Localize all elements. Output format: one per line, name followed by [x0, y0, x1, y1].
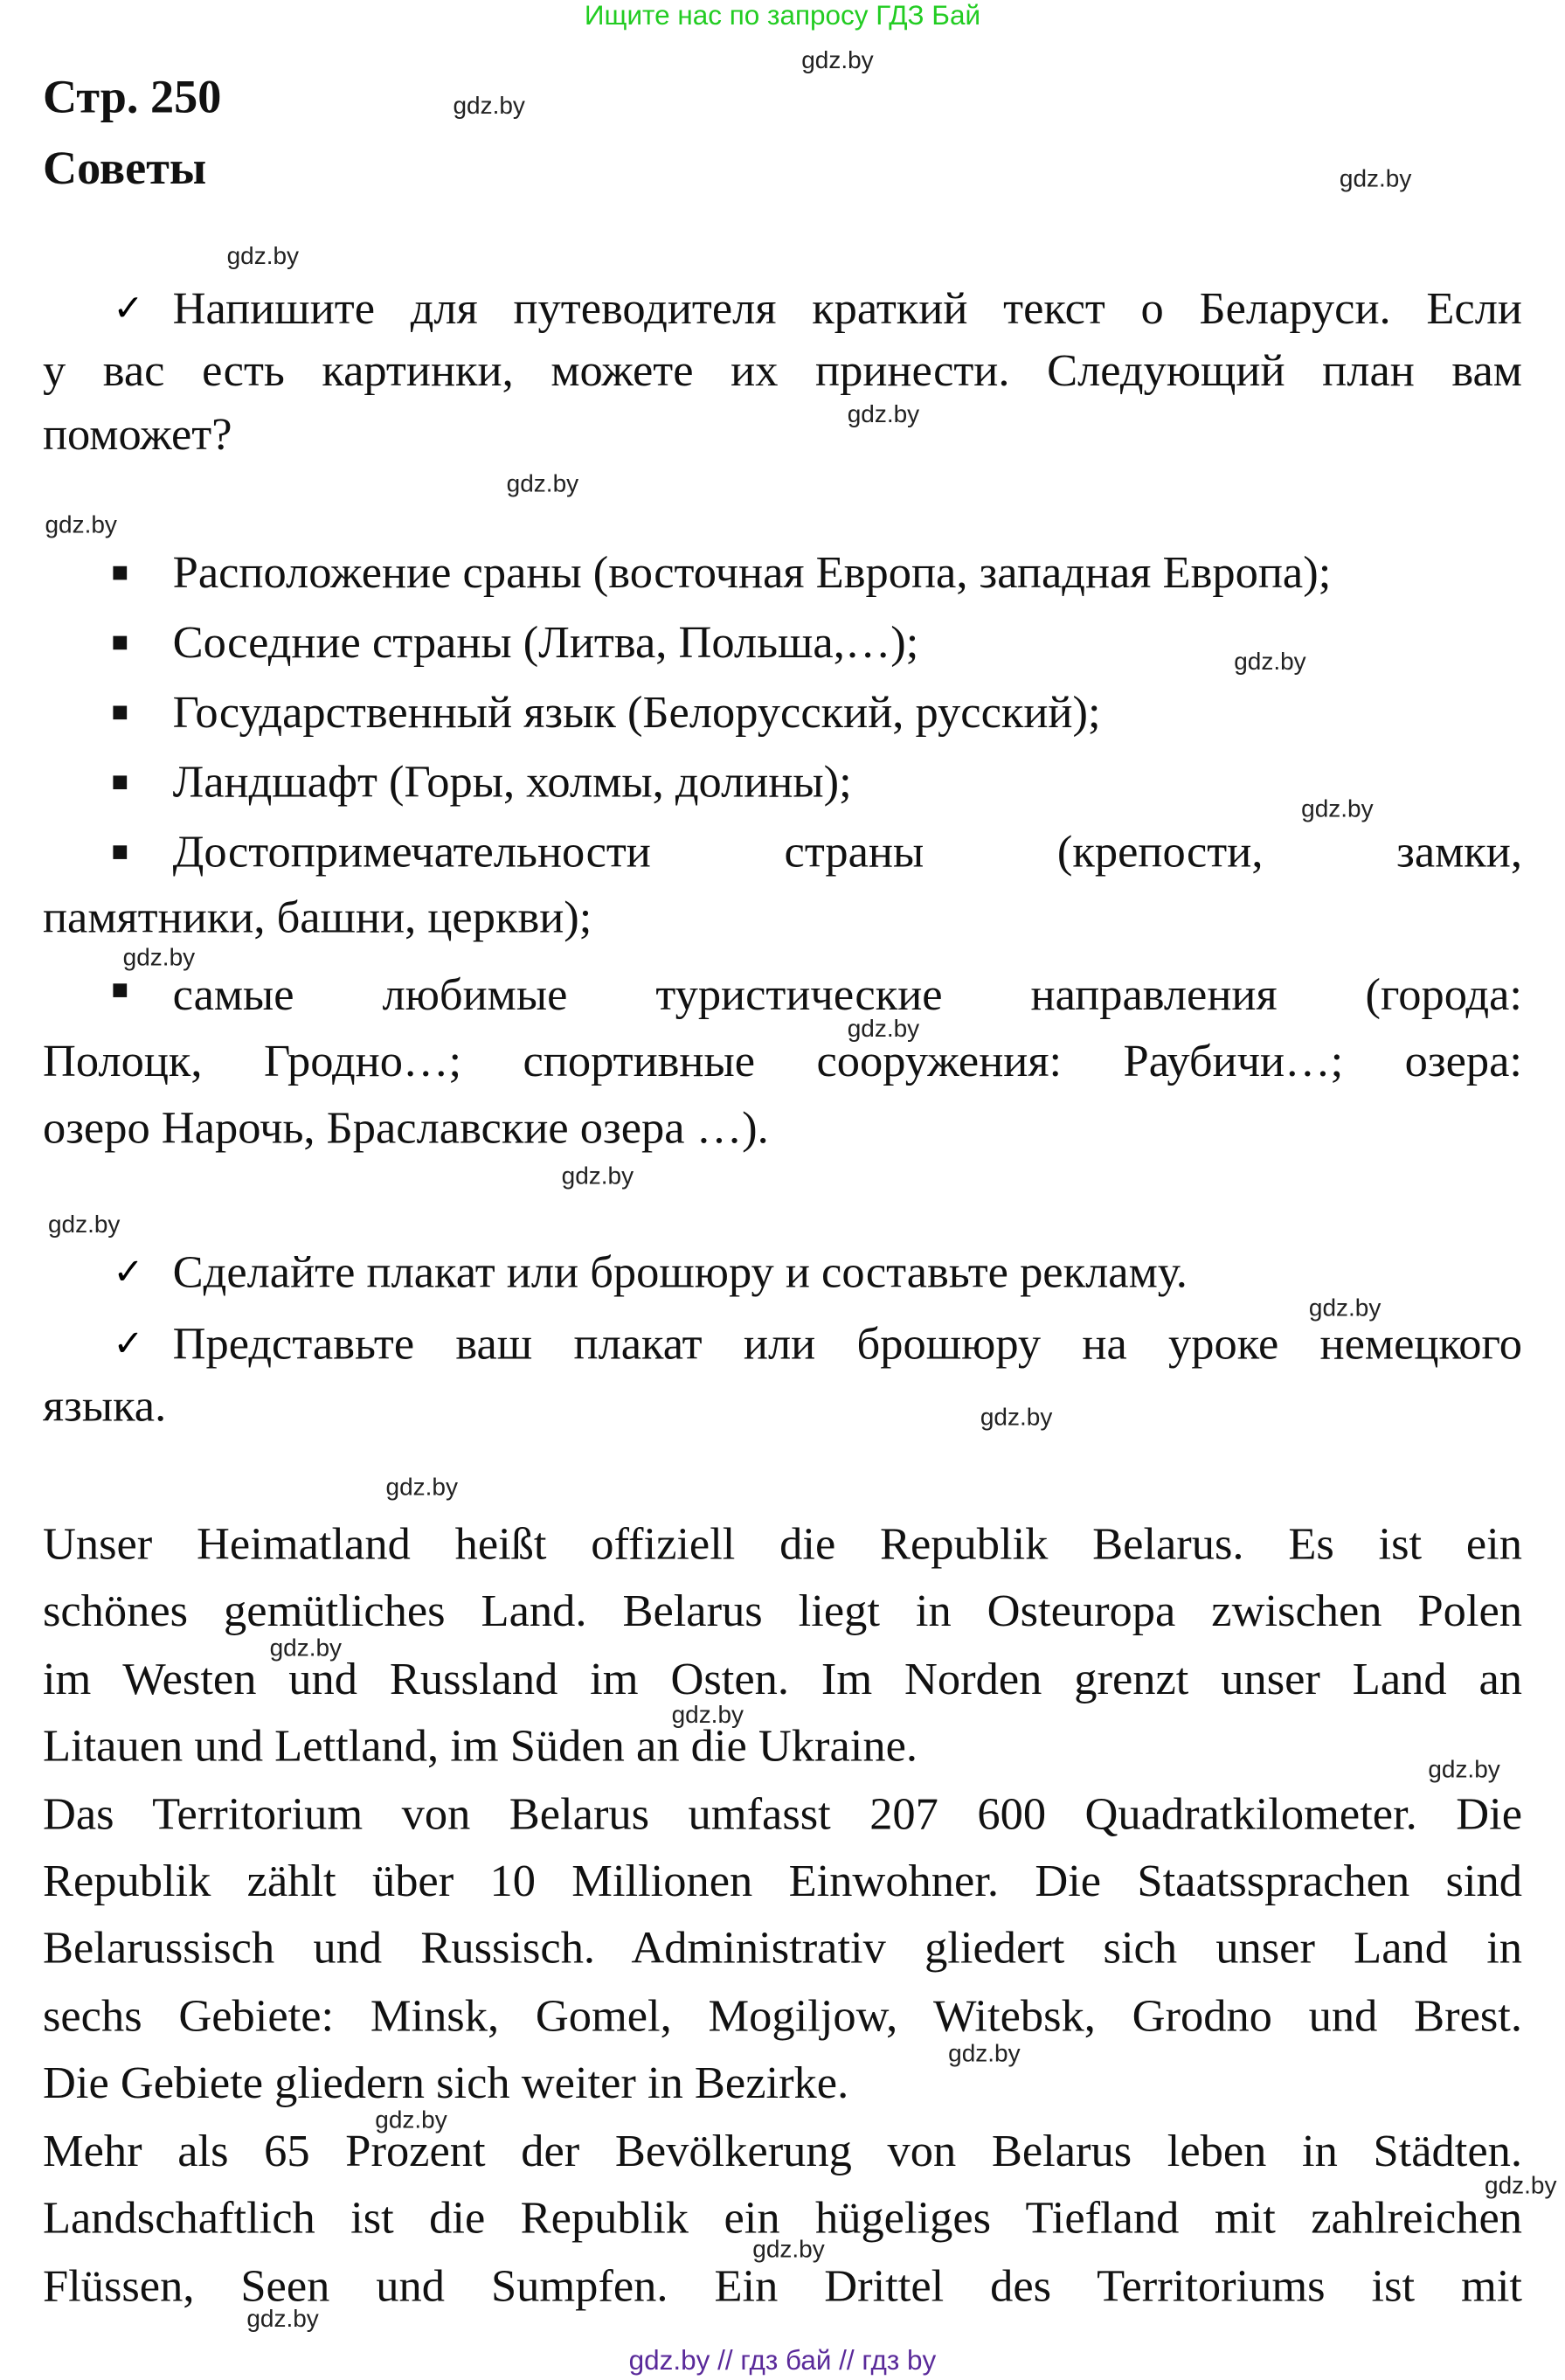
- watermark: gdz.by: [45, 512, 117, 539]
- german-line: Das Territorium von Belarus umfasst 207 600 Quadratkilometer. Die: [42, 1789, 1523, 1840]
- watermark: gdz.by: [980, 1405, 1053, 1432]
- german-line: im Westen und Russland im Osten. Im Norden grenzt unser Land an: [42, 1654, 1523, 1705]
- watermark: gdz.by: [801, 48, 874, 75]
- german-line: Mehr als 65 Prozent der Bevölkerung von Belarus leben in Städten.: [42, 2126, 1523, 2177]
- watermark: gdz.by: [561, 1163, 634, 1190]
- watermark: gdz.by: [47, 1212, 121, 1239]
- section-title: Советы: [42, 141, 207, 195]
- bullet-icon: [113, 775, 127, 789]
- footer-links[interactable]: gdz.by // гдз бай // гдз by: [628, 2345, 937, 2376]
- german-line: Die Gebiete gliedern sich weiter in Bezirke.: [42, 2057, 849, 2109]
- watermark: gdz.by: [948, 2041, 1021, 2068]
- german-line: Landschaftlich ist die Republik ein hügeliges Tiefland mit zahlreichen: [42, 2193, 1523, 2244]
- watermark: gdz.by: [671, 1703, 744, 1729]
- watermark: gdz.by: [1485, 2173, 1557, 2200]
- watermark: gdz.by: [847, 1017, 920, 1044]
- plan-item-cont: Полоцк, Гродно…; спортивные сооружения: Раубичи…; озера:: [42, 1037, 1523, 1087]
- watermark: gdz.by: [506, 472, 579, 498]
- watermark: gdz.by: [269, 1636, 343, 1662]
- german-line: sechs Gebiete: Minsk, Gomel, Mogiljow, Witebsk, Grodno und Brest.: [42, 1991, 1523, 2042]
- watermark: gdz.by: [752, 2237, 825, 2264]
- bullet-icon: [113, 983, 127, 997]
- watermark: gdz.by: [1234, 649, 1306, 676]
- tip-2: Сделайте плакат или брошюру и составьте рекламу.: [172, 1247, 1188, 1298]
- watermark: gdz.by: [453, 94, 525, 121]
- watermark: gdz.by: [385, 1474, 458, 1502]
- check-icon: ✓: [113, 1322, 144, 1365]
- watermark: gdz.by: [375, 2108, 447, 2134]
- plan-item: Государственный язык (Белорусский, русский);: [172, 687, 1101, 738]
- top-banner[interactable]: Ищите нас по запросу ГДЗ Бай: [584, 0, 981, 31]
- german-line: Unser Heimatland heißt offiziell die Republik Belarus. Es ist ein: [42, 1519, 1523, 1570]
- check-icon: ✓: [113, 287, 144, 330]
- plan-item: Расположение сраны (восточная Европа, западная Европа);: [172, 547, 1332, 599]
- plan-item: самые любимые туристические направления (города:: [172, 969, 1523, 1020]
- page-label: Стр. 250: [42, 69, 222, 123]
- german-line: Litauen und Lettland, im Süden an die Ukraine.: [42, 1721, 918, 1772]
- watermark: gdz.by: [1301, 796, 1374, 823]
- plan-item: Ландшафт (Горы, холмы, долины);: [172, 757, 852, 808]
- bullet-icon: [113, 845, 127, 859]
- watermark: gdz.by: [1428, 1757, 1500, 1784]
- tip-1-line: у вас есть картинки, можете их принести. Следующий план вам: [42, 345, 1523, 397]
- plan-item: Достопримечательности страны (крепости, замки,: [172, 827, 1523, 878]
- tip-3-line: Представьте ваш плакат или брошюру на уроке немецкого: [172, 1319, 1523, 1370]
- plan-item-cont: озеро Нарочь, Браславские озера …).: [42, 1103, 769, 1154]
- bullet-icon: [113, 566, 127, 580]
- plan-item: Соседние страны (Литва, Польша,…);: [172, 617, 919, 669]
- watermark: gdz.by: [1339, 167, 1412, 193]
- watermark: gdz.by: [122, 945, 196, 972]
- tip-1-line: поможет?: [42, 409, 232, 461]
- watermark: gdz.by: [1308, 1296, 1381, 1322]
- german-line: Flüssen, Seen und Sumpfen. Ein Drittel des Territoriums ist mit: [42, 2261, 1523, 2312]
- watermark: gdz.by: [246, 2307, 319, 2334]
- check-icon: ✓: [113, 1250, 144, 1294]
- watermark: gdz.by: [226, 244, 300, 271]
- bullet-icon: [113, 706, 127, 720]
- plan-item-cont: памятники, башни, церкви);: [42, 892, 592, 943]
- german-line: Belarussisch und Russisch. Administrativ gliedert sich unser Land in: [42, 1923, 1523, 1974]
- tip-3-line: языка.: [42, 1381, 167, 1432]
- bullet-icon: [113, 636, 127, 650]
- tip-1-line: Напишите для путеводителя краткий текст о Беларуси. Если: [172, 283, 1523, 335]
- german-line: schönes gemütliches Land. Belarus liegt in Osteuropa zwischen Polen: [42, 1586, 1523, 1637]
- german-line: Republik zählt über 10 Millionen Einwohner. Die Staatssprachen sind: [42, 1856, 1523, 1907]
- watermark: gdz.by: [847, 402, 920, 428]
